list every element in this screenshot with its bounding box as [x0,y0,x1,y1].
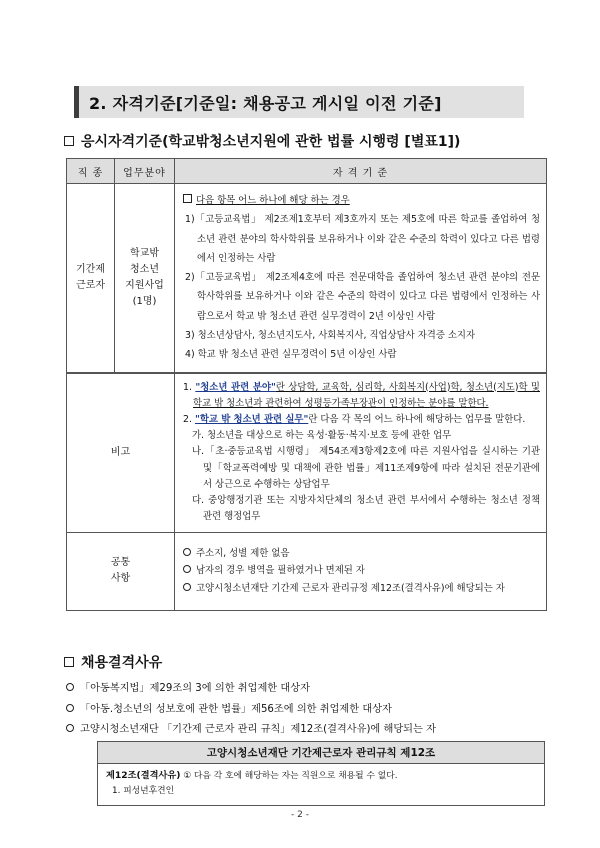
note-label-cell: 비고 [67,373,175,532]
note-term: "청소년 관련 분야" [195,381,276,393]
common-label-line: 공통 [110,557,131,568]
common-item [183,562,540,580]
table-row [67,184,547,373]
circle-bullet-icon [66,724,74,732]
common-item [183,545,540,563]
note-sub-item: 다. 중앙행정기관 또는 지방자치단체의 청소년 관련 부서에서 수행하는 청소년 정책 관련 행정업무 [192,495,540,523]
common-label-line: 사항 [110,573,131,584]
note-sub-item: 가. 청소년을 대상으로 하는 육성·활동·복지·보호 등에 관한 업무 [192,430,452,442]
field-line: 지원사업 [125,279,164,291]
job-type-line: 기간제 [76,263,105,275]
circle-bullet-icon [183,548,191,556]
field-line: (1명) [132,295,157,307]
list-item-text: 고양시청소년재단 「기간제 근로자 관리 규칙」제12조(결격사유)에 해당되는 자 [80,724,436,735]
requirement-item: 1)「고등교육법」 제2조제1호부터 제3호까지 또는 제5호에 따른 학교를 졸업하여 청소년 관련 분야의 학사학위를 보유하거나 이와 같은 수준의 학력이 있다고 다른 법령에서 인정하는 사람 [185,214,540,264]
requirements-head-text: 다음 항목 어느 하나에 해당 하는 경우 [196,195,350,206]
disqualification-list [66,679,436,741]
requirements-cell [175,184,547,373]
list-item [66,700,436,721]
table-row [67,532,547,610]
header-field: 업무분야 [115,159,175,184]
circle-bullet-icon [66,683,74,691]
qualification-table [66,158,547,611]
requirements-head [183,191,540,210]
note-number: 2. [183,414,192,426]
rule-article-text: ① 다음 각 호에 해당하는 자는 직원으로 채용될 수 없다. [180,771,398,781]
list-item-text: 「아동복지법」제29조의 3에 의한 취업제한 대상자 [80,683,310,694]
common-label-cell [67,532,175,610]
common-item-text: 고양시청소년재단 기간제 근로자 관리규정 제12조(결격사유)에 해당되는 자 [196,582,505,594]
list-item-text: 「아동.청소년의 성보호에 관한 법률」제56조에 의한 취업제한 대상자 [80,703,392,715]
note-number: 1. [183,381,192,393]
header-criteria: 자 격 기 준 [175,159,547,184]
notes-cell [175,373,547,532]
circle-bullet-icon [183,583,191,591]
disqualification-title: 채용결격사유 [81,655,163,671]
note-item [183,412,540,428]
requirement-item: 2)「고등교육법」 제2조제4호에 따른 전문대학을 졸업하여 청소년 관련 분야의 전문 학사학위를 보유하거나 이와 같은 수준의 학력이 있다고 다른 법령에서 인정하는 사람으로서 학교 밖 청소년 관련 실무경력이 2년 이상인 사람 [185,272,540,322]
note-item [183,380,540,412]
rule-clause: 1. 피성년후견인 [112,786,175,796]
circle-bullet-icon [66,704,74,712]
rule-box [97,741,545,806]
field-line: 청소년 [130,263,159,275]
table-row [67,373,547,532]
checkbox-square-icon [64,136,74,146]
rule-article [106,768,536,784]
checkbox-square-icon [183,194,192,203]
list-item [66,679,436,700]
header-job-type: 직 종 [67,159,115,184]
note-text: 란 상담학, 교육학, 심리학, 사회복지(사업)학, 청소년(지도)학 및 학교 밖 청소년과 관련하여 성평등가족부장관이 인정하는 분야를 말한다. [193,381,540,409]
rule-box-title: 고양시청소년재단 기간제근로자 관리규칙 제12조 [98,742,544,764]
checkbox-square-icon [64,657,74,667]
rule-box-body [98,764,544,805]
note-sub-item: 나.「초·중등교육법 시행령」 제54조제3항제2호에 따른 지원사업을 실시하는 기관 및「학교폭력예방 및 대책에 관한 법률」제11조제9항에 따라 설치된 전문기관에서 상근으로 수행하는 상담업무 [192,446,540,490]
qualification-title-row [64,131,460,151]
requirement-item: 4) 학교 밖 청소년 관련 실무경력이 5년 이상인 사람 [185,349,397,361]
job-type-cell [67,184,115,373]
note-text: 란 다음 각 목의 어느 하나에 해당하는 업무를 말한다. [308,414,526,426]
rule-article-heading: 제12조(결격사유) [106,770,181,781]
job-type-line: 근로자 [76,279,105,291]
common-items-cell [175,532,547,610]
disqualification-title-row [64,652,162,672]
table-header-row [67,159,547,184]
requirement-item: 3) 청소년상담사, 청소년지도사, 사회복지사, 직업상담사 자격증 소지자 [185,330,476,342]
note-term: "학교 밖 청소년 관련 실무" [194,414,309,426]
common-item [183,580,540,598]
field-line: 학교밖 [130,247,159,259]
section-title: 2. 자격기준[기준일: 채용공고 게시일 이전 기준] [89,94,442,113]
page-number: - 2 - [291,810,309,820]
section-header [74,86,524,118]
common-item-text: 주소지, 성별 제한 없음 [196,547,290,559]
qualification-title: 응시자격기준(학교밖청소년지원에 관한 법률 시행령 [별표1]) [81,134,461,150]
common-item-text: 남자의 경우 병역을 필하였거나 면제된 자 [196,565,365,577]
list-item [66,720,436,741]
circle-bullet-icon [183,565,191,573]
field-cell [115,184,175,373]
